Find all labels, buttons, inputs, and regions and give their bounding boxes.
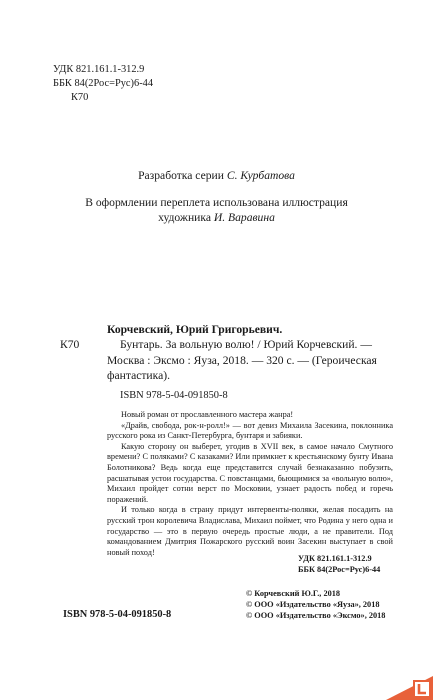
record-isbn: ISBN 978-5-04-091850-8 <box>120 390 228 401</box>
annotation-para: Новый роман от прославленного мастера жанра! <box>121 410 294 419</box>
bbk-code: ББК 84(2Рос=Рус)6-44 <box>53 78 154 89</box>
udk-code-bottom: УДК 821.161.1-312.9 <box>298 554 372 563</box>
record-line1: Бунтарь. За вольную волю! / Юрий Корчевский. — <box>120 338 372 351</box>
record-line3: фантастика). <box>107 369 170 382</box>
udk-code: УДК 821.161.1-312.9 <box>53 64 145 75</box>
annotation-para: И только когда в страну придут интервенты-поляки, желая посадить на русский трон королевича Владислава, Михаил поймет, что Родина у него одна и государство — это в первую очередь простые люди, а не правители. Под командованием Дмитрия Пожарского русский воин Засекин выступает в свой новый поход! <box>107 505 393 557</box>
series-developer <box>0 169 433 183</box>
annotation-para: «Драйв, свобода, рок-н-ролл!» — вот девиз Михаила Засекина, поклонника русского рока из Санкт-Петербурга, бунтаря и забияки. <box>107 420 393 441</box>
cover-credit-prefix: художника <box>158 211 214 224</box>
series-dev-name: С. Курбатова <box>226 169 295 182</box>
isbn-main: ISBN 978-5-04-091850-8 <box>63 609 172 620</box>
record-line2: Москва : Эксмо : Яуза, 2018. — 320 с. — (Героическая <box>107 354 377 367</box>
cover-credit-line2 <box>0 211 433 225</box>
record-author: Корчевский, Юрий Григорьевич. <box>107 323 283 336</box>
copyright-line: © ООО «Издательство «Эксмо», 2018 <box>246 611 386 620</box>
series-dev-prefix: Разработка серии <box>138 169 227 182</box>
cover-credit-line1: В оформлении переплета использована иллюстрация <box>85 196 348 209</box>
cover-credit-name: И. Варавина <box>213 211 275 224</box>
annotation-para: Какую сторону он выберет, угодив в XVII век, в самое начало Смутного времени? С поляками? С казаками? Или примкнет к крестьянскому бунту Ивана Болотникова? Ведь когда еще представится случай безнаказанно побузить, расшатывая устои государства. С повстанцами, бьющимися за «вольную волю», Михаил пройдет сотни верст по Московии, узнает радость побед и горечь поражений. <box>107 441 393 504</box>
record-code: К70 <box>60 338 80 351</box>
copyright-line: © Корчевский Ю.Г., 2018 <box>246 589 341 598</box>
annotation-block <box>107 410 393 558</box>
copyright-line: © ООО «Издательство «Яуза», 2018 <box>246 600 380 609</box>
author-sign: К70 <box>71 92 89 103</box>
bbk-code-bottom: ББК 84(2Рос=Рус)6-44 <box>298 565 381 574</box>
publisher-logo-icon <box>413 680 431 698</box>
